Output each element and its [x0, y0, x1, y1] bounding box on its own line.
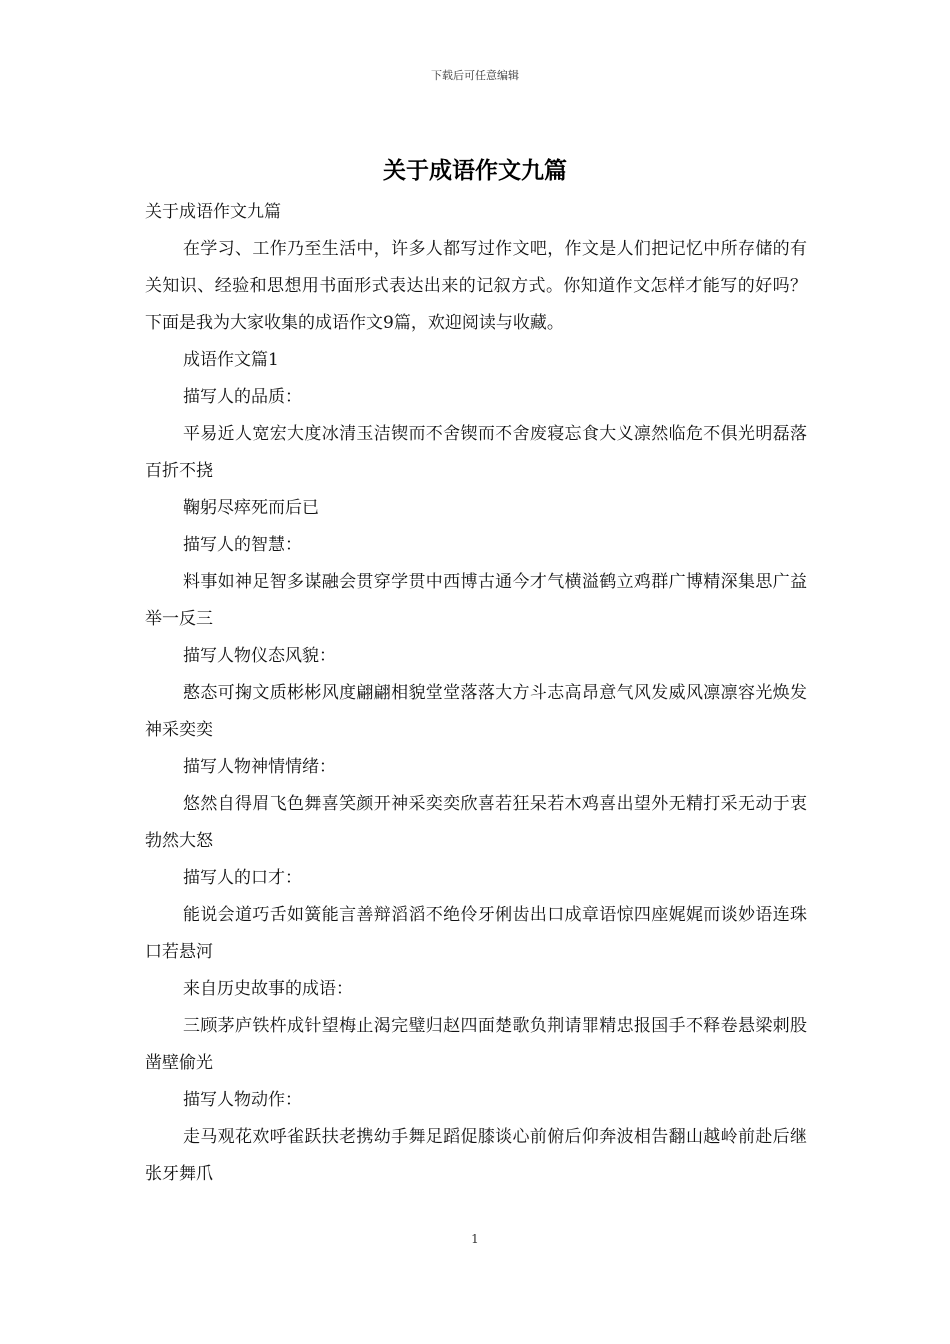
- idiom-list-history: 三顾茅庐铁杵成针望梅止渴完璧归赵四面楚歌负荆请罪精忠报国手不释卷悬梁刺股凿壁偷光: [145, 1016, 807, 1073]
- category-heading-history: 来自历史故事的成语：: [183, 979, 353, 999]
- page-number: 1: [471, 1232, 479, 1246]
- section-heading-essay-1: 成语作文篇1: [183, 350, 279, 370]
- category-heading-wisdom: 描写人的智慧：: [183, 535, 302, 555]
- intro-paragraph: 在学习、工作乃至生活中，许多人都写过作文吧，作文是人们把记忆中所存储的有关知识、经验和思想用书面形式表达出来的记叙方式。你知道作文怎样才能写的好吗？下面是我为大家收集的成语作文9篇，欢迎阅读与收藏。: [145, 239, 807, 333]
- category-heading-quality: 描写人的品质：: [183, 387, 302, 407]
- page-header-note: 下载后可任意编辑: [431, 69, 519, 82]
- idiom-list-quality-continued: 鞠躬尽瘁死而后已: [183, 498, 319, 518]
- idiom-list-wisdom: 料事如神足智多谋融会贯穿学贯中西博古通今才气横溢鹤立鸡群广博精深集思广益举一反三: [145, 572, 807, 629]
- category-heading-emotion: 描写人物神情情绪：: [183, 757, 336, 777]
- idiom-list-action: 走马观花欢呼雀跃扶老携幼手舞足蹈促膝谈心前俯后仰奔波相告翻山越岭前赴后继张牙舞爪: [145, 1127, 807, 1184]
- category-heading-action: 描写人物动作：: [183, 1090, 302, 1110]
- idiom-list-emotion: 悠然自得眉飞色舞喜笑颜开神采奕奕欣喜若狂呆若木鸡喜出望外无精打采无动于衷勃然大怒: [145, 794, 807, 851]
- category-heading-demeanor: 描写人物仪态风貌：: [183, 646, 336, 666]
- document-body: [145, 194, 807, 1193]
- idiom-list-demeanor: 憨态可掬文质彬彬风度翩翩相貌堂堂落落大方斗志高昂意气风发威风凛凛容光焕发神采奕奕: [145, 683, 807, 740]
- idiom-list-eloquence: 能说会道巧舌如簧能言善辩滔滔不绝伶牙俐齿出口成章语惊四座娓娓而谈妙语连珠口若悬河: [145, 905, 807, 962]
- idiom-list-quality: 平易近人宽宏大度冰清玉洁锲而不舍锲而不舍废寝忘食大义凛然临危不俱光明磊落百折不挠: [145, 424, 807, 481]
- subtitle-paragraph: 关于成语作文九篇: [145, 202, 281, 222]
- document-title: 关于成语作文九篇: [383, 157, 567, 184]
- category-heading-eloquence: 描写人的口才：: [183, 868, 302, 888]
